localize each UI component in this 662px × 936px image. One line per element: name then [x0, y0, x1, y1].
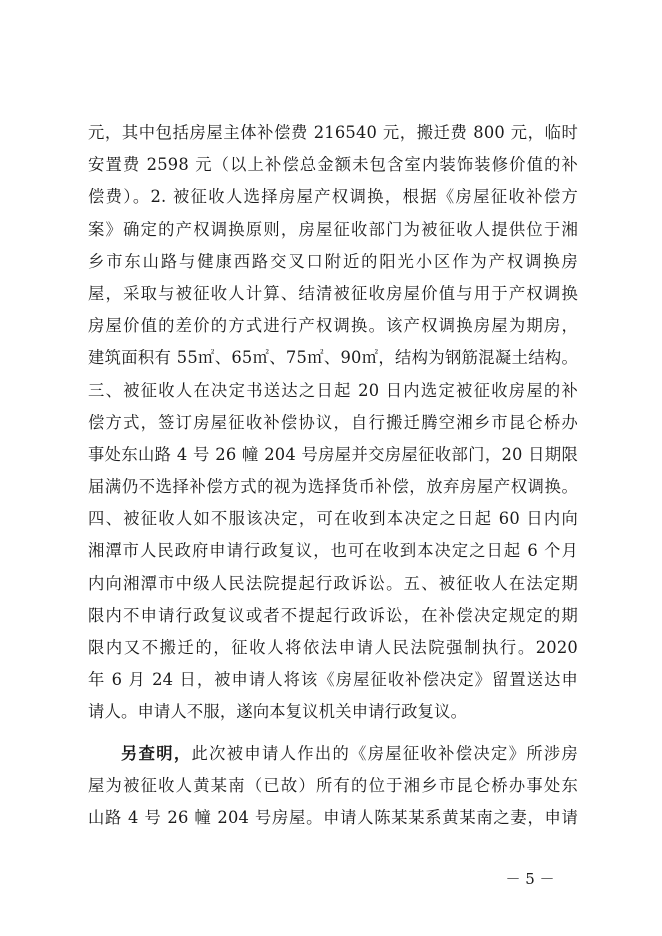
- text-line: 元，其中包括房屋主体补偿费 216540 元，搬迁费 800 元，临时: [88, 123, 578, 142]
- text-line: 安置费 2598 元（以上补偿总金额未包含室内装饰装修价值的补: [88, 155, 578, 175]
- paragraph-2: [88, 738, 578, 835]
- text-line: 屋为被征收人黄某南（已故）所有的位于湘乡市昆仑桥办事处东: [88, 776, 578, 796]
- text-line: 湘潭市人民政府申请行政复议，也可在收到本决定之日起 6 个月: [88, 541, 578, 561]
- text-line: 内向湘潭市中级人民法院提起行政诉讼。五、被征收人在法定期: [88, 573, 578, 593]
- text-line: 限内不申请行政复议或者不提起行政诉讼，在补偿决定规定的期: [88, 605, 578, 625]
- text-line: 建筑面积有 55㎡、65㎡、75㎡、90㎡，结构为钢筋混凝土结构。: [88, 348, 578, 368]
- text-line: 偿方式，签订房屋征收补偿协议，自行搬迁腾空湘乡市昆仑桥办: [88, 412, 578, 432]
- text-line: 限内又不搬迁的，征收人将依法申请人民法院强制执行。2020: [88, 638, 578, 657]
- text-line: 案》确定的产权调换原则，房屋征收部门为被征收人提供位于湘: [88, 219, 578, 239]
- text-line: 四、被征收人如不服该决定，可在收到本决定之日起 60 日内向: [88, 509, 578, 529]
- text-line: 届满仍不选择补偿方式的视为选择货币补偿，放弃房屋产权调换。: [88, 477, 578, 497]
- text-line: 房屋价值的差价的方式进行产权调换。该产权调换房屋为期房，: [88, 316, 578, 336]
- text-line: 年 6 月 24 日，被申请人将该《房屋征收补偿决定》留置送达申: [88, 670, 578, 690]
- text-line: 三、被征收人在决定书送达之日起 20 日内选定被征收房屋的补: [88, 380, 578, 400]
- paragraph-1: [88, 117, 578, 729]
- paragraph-2-first-line: [88, 738, 578, 770]
- text-line: 请人。申请人不服，遂向本复议机关申请行政复议。: [88, 702, 468, 722]
- text-line: 山路 4 号 26 幢 204 号房屋。申请人陈某某系黄某南之妻，申请: [88, 808, 578, 828]
- page-number: － 5 －: [505, 870, 555, 888]
- paragraph-2-first-rest: 此次被申请人作出的《房屋征收补偿决定》所涉房: [191, 744, 578, 763]
- paragraph-2-lead: 另查明，: [121, 744, 192, 763]
- text-line: 屋，采取与被征收人计算、结清被征收房屋价值与用于产权调换: [88, 283, 578, 303]
- text-line: 事处东山路 4 号 26 幢 204 号房屋并交房屋征收部门，20 日期限: [88, 444, 578, 464]
- text-line: 偿费）。2. 被征收人选择房屋产权调换，根据《房屋征收补偿方: [88, 187, 578, 207]
- text-line: 乡市东山路与健康西路交叉口附近的阳光小区作为产权调换房: [88, 251, 578, 271]
